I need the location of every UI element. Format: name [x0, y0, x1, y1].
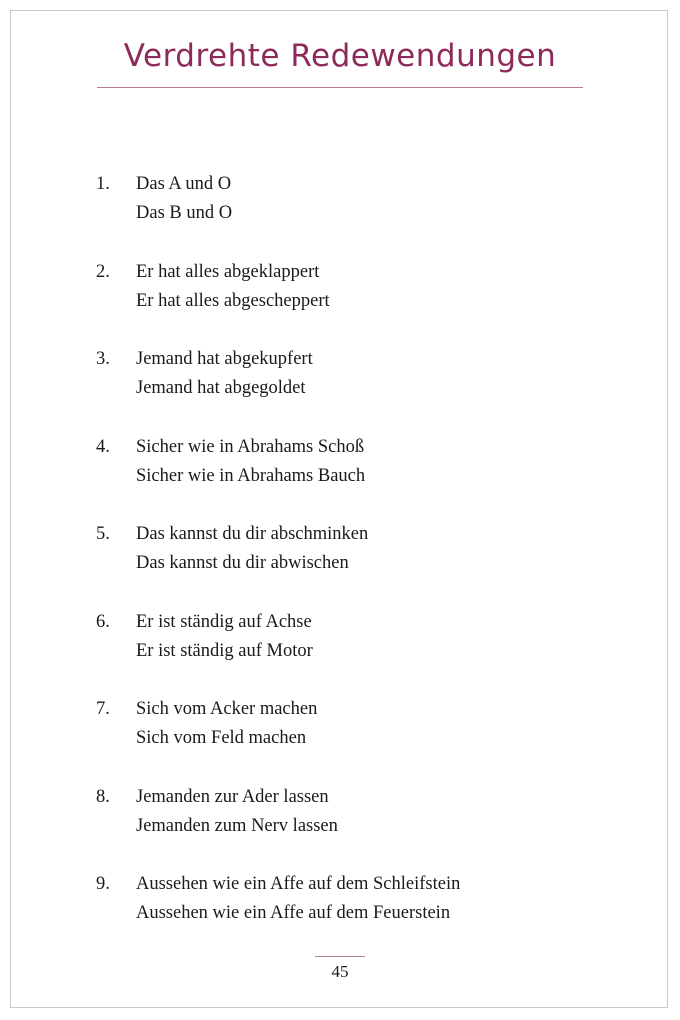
twisted-idiom: Sicher wie in Abrahams Bauch [136, 465, 366, 486]
twisted-idiom: Jemand hat abgegoldet [136, 378, 306, 398]
item-number: 8. [96, 786, 110, 807]
item-number: 5. [96, 524, 110, 544]
item-number: 4. [96, 436, 110, 457]
list-item [0, 345, 680, 405]
page-title: Verdrehte Redewendungen [123, 38, 557, 74]
original-idiom: Er hat alles abgeklappert [136, 261, 320, 282]
twisted-idiom: Das kannst du dir abwischen [136, 553, 349, 573]
list-item [0, 695, 680, 755]
original-idiom: Sicher wie in Abrahams Schoß [136, 436, 365, 457]
item-number: 1. [96, 174, 110, 194]
twisted-idiom: Er ist ständig auf Motor [136, 640, 313, 661]
original-idiom: Das A und O [136, 174, 232, 194]
list-item [0, 170, 680, 230]
page-border [10, 10, 668, 1008]
list-item [0, 520, 680, 580]
original-idiom: Jemanden zur Ader lassen [136, 786, 329, 807]
twisted-idiom: Er hat alles abgescheppert [136, 290, 330, 311]
twisted-idiom: Aussehen wie ein Affe auf dem Feuerstein [136, 903, 451, 923]
list-item [0, 783, 680, 843]
footer-divider [315, 956, 365, 957]
original-idiom: Er ist ständig auf Achse [136, 611, 312, 632]
twisted-idiom: Das B und O [136, 203, 233, 223]
title-divider [97, 87, 583, 88]
page-number: 45 [331, 962, 349, 981]
twisted-idiom: Jemanden zum Nerv lassen [136, 815, 338, 836]
item-number: 2. [96, 261, 110, 282]
list-item [0, 870, 680, 930]
item-number: 9. [96, 874, 110, 894]
item-number: 6. [96, 611, 110, 632]
item-number: 3. [96, 349, 110, 369]
original-idiom: Aussehen wie ein Affe auf dem Schleifstein [136, 874, 461, 894]
list-item [0, 258, 680, 318]
list-item [0, 608, 680, 668]
original-idiom: Jemand hat abgekupfert [136, 349, 313, 369]
twisted-idiom: Sich vom Feld machen [136, 728, 307, 748]
original-idiom: Sich vom Acker machen [136, 699, 318, 719]
list-item [0, 433, 680, 493]
original-idiom: Das kannst du dir abschminken [136, 524, 369, 544]
item-number: 7. [96, 699, 110, 719]
